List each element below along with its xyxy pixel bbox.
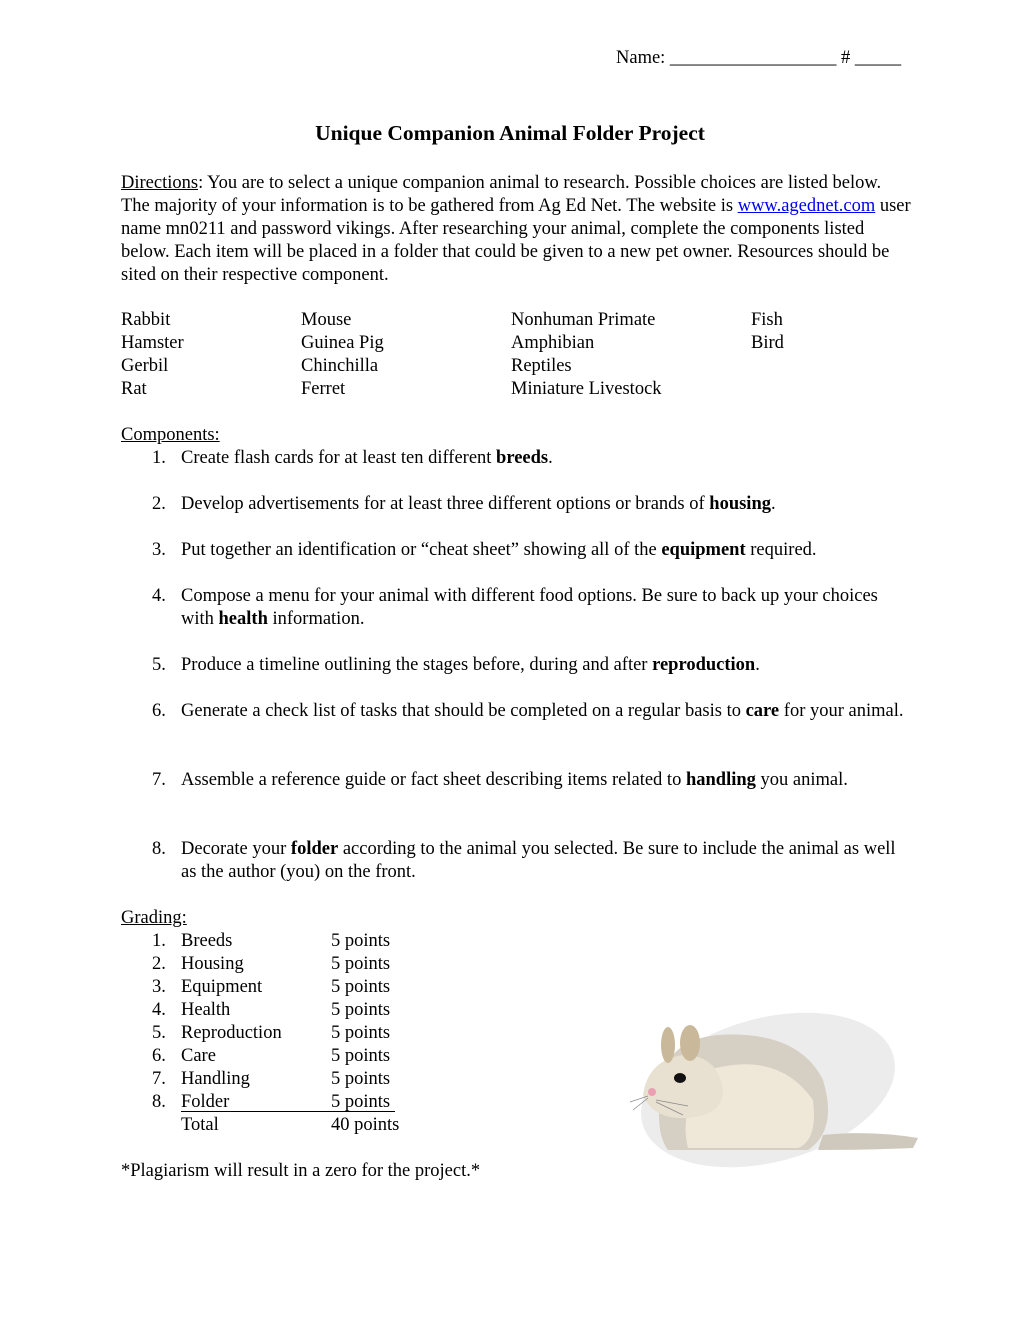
animal-choice: Mouse xyxy=(301,310,352,330)
grading-points: 5 points xyxy=(331,1000,391,1020)
grading-category: Equipment xyxy=(181,977,263,997)
grading-row xyxy=(152,953,412,976)
grading-points: 5 points xyxy=(331,931,391,951)
animal-choice: Guinea Pig xyxy=(301,333,384,353)
animal-choice: Fish xyxy=(751,310,783,330)
animal-choice: Ferret xyxy=(301,379,346,399)
item-keyword: housing xyxy=(709,494,771,514)
animal-choice: Miniature Livestock xyxy=(511,379,662,399)
row-number: 7. xyxy=(152,1069,166,1089)
grading-points: 5 points xyxy=(331,1023,391,1043)
grading-points: 5 points xyxy=(331,1046,391,1066)
item-number: 5. xyxy=(152,655,166,675)
animal-choice: Amphibian xyxy=(511,333,595,353)
item-keyword: health xyxy=(218,609,268,629)
animal-row xyxy=(121,355,851,378)
item-keyword: handling xyxy=(685,770,756,790)
plagiarism-note: *Plagiarism will result in a zero for the project.* xyxy=(121,1161,481,1181)
row-number: 8. xyxy=(152,1092,166,1112)
animal-choice: Bird xyxy=(751,333,784,353)
grading-row xyxy=(152,976,412,999)
grading-category: Handling xyxy=(181,1069,250,1089)
item-text: Generate a check list of tasks that should be completed on a regular basis to care for your animal. xyxy=(181,701,904,721)
grading-points: 5 points xyxy=(331,1069,391,1089)
grading-row xyxy=(152,999,412,1022)
grading-category: Housing xyxy=(181,954,244,974)
grading-points: 5 points xyxy=(331,1092,391,1112)
grading-points: 40 points xyxy=(331,1115,400,1135)
components-heading: Components: xyxy=(121,425,220,445)
grading-row xyxy=(152,1114,412,1137)
directions-label: Directions xyxy=(121,173,199,193)
row-number: 1. xyxy=(152,931,166,951)
animal-choice: Hamster xyxy=(121,333,184,353)
grading-points: 5 points xyxy=(331,977,391,997)
animal-choice: Nonhuman Primate xyxy=(511,310,656,330)
item-keyword: breeds xyxy=(496,448,549,468)
grading-row xyxy=(152,1091,412,1114)
grading-row xyxy=(152,1068,412,1091)
item-keyword: folder xyxy=(290,839,339,859)
item-text: Assemble a reference guide or fact sheet describing items related to handling you animal. xyxy=(181,770,848,790)
item-keyword: reproduction xyxy=(652,655,756,675)
animal-choice: Gerbil xyxy=(121,356,169,376)
animal-choice: Rat xyxy=(121,379,147,399)
item-number: 4. xyxy=(152,586,166,606)
name-number-field: Name: __________________ # _____ xyxy=(616,48,902,68)
directions-text: : You are to select a unique companion animal to research. Possible choices are listed below. The majority of your information is to be gathered from Ag Ed Net. The website is xyxy=(121,173,882,216)
total-rule xyxy=(181,1111,395,1112)
item-number: 3. xyxy=(152,540,166,560)
item-text: Develop advertisements for at least three different options or brands of housing. xyxy=(181,494,776,514)
animal-row xyxy=(121,309,851,332)
item-keyword: equipment xyxy=(661,540,746,560)
item-number: 7. xyxy=(152,770,166,790)
item-number: 2. xyxy=(152,494,166,514)
animal-choice: Chinchilla xyxy=(301,356,379,376)
grading-category: Reproduction xyxy=(181,1023,282,1043)
item-keyword: care xyxy=(745,701,780,721)
page-title: Unique Companion Animal Folder Project xyxy=(315,121,705,145)
item-text: Decorate your folder according to the animal you selected. Be sure to include the animal as well as the author (you) on the front. xyxy=(181,839,896,882)
grading-category: Breeds xyxy=(181,931,233,951)
directions-paragraph xyxy=(121,172,911,287)
animal-row xyxy=(121,378,851,401)
grading-category: Care xyxy=(181,1046,216,1066)
item-number: 8. xyxy=(152,839,166,859)
grading-points: 5 points xyxy=(331,954,391,974)
grading-row xyxy=(152,1022,412,1045)
row-number: 4. xyxy=(152,1000,166,1020)
item-text: Create flash cards for at least ten different breeds. xyxy=(181,448,553,468)
grading-row xyxy=(152,1045,412,1068)
grading-heading: Grading: xyxy=(121,908,187,928)
grading-row xyxy=(152,930,412,953)
chinchilla-illustration xyxy=(628,1010,928,1177)
directions-text-2: user name mn0211 and password vikings. After researching your animal, complete the components listed below. Each item will be placed in a folder that could be given to a new pet owner. Resources should be sited on their respective component. xyxy=(121,196,911,285)
animal-row xyxy=(121,332,851,355)
grading-category: Folder xyxy=(181,1092,230,1112)
agednet-link[interactable]: www.agednet.com xyxy=(737,196,876,216)
item-text: Compose a menu for your animal with different food options. Be sure to back up your choices with health information. xyxy=(181,586,878,629)
item-number: 6. xyxy=(152,701,166,721)
item-number: 1. xyxy=(152,448,166,468)
row-number: 6. xyxy=(152,1046,166,1066)
item-text: Put together an identification or “cheat sheet” showing all of the equipment required. xyxy=(181,540,817,560)
grading-category: Health xyxy=(181,1000,231,1020)
row-number: 5. xyxy=(152,1023,166,1043)
item-text: Produce a timeline outlining the stages before, during and after reproduction. xyxy=(181,655,760,675)
row-number: 3. xyxy=(152,977,166,997)
grading-category: Total xyxy=(181,1115,219,1135)
animal-choices xyxy=(121,309,851,401)
animal-choice: Reptiles xyxy=(511,356,572,376)
animal-choice: Rabbit xyxy=(121,310,171,330)
row-number: 2. xyxy=(152,954,166,974)
